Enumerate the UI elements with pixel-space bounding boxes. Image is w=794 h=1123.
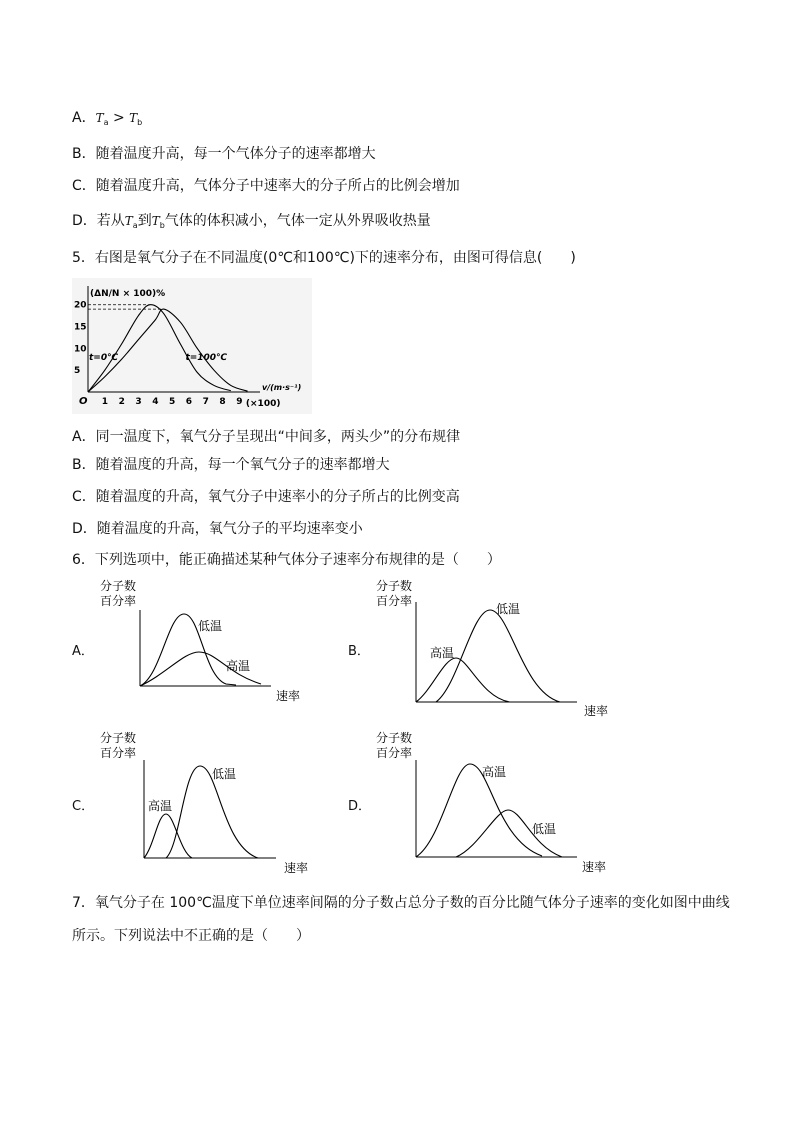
q4-option-a-sub-b: b <box>137 118 143 127</box>
q4-option-d-post: 气体的体积减小，气体一定从外界吸收热量 <box>164 213 431 229</box>
graph-b-low-label: 低温 <box>496 602 521 616</box>
q5-x-axis-label: v/(m·s⁻¹) <box>262 383 302 392</box>
q5-x-tick-label: 2 <box>118 397 125 407</box>
q5-label-100c: t=100℃ <box>185 353 227 364</box>
q4-option-a-sub-a: a <box>103 118 109 127</box>
graph-a-ylabel-1: 分子数 <box>100 579 137 593</box>
graph-d-xlabel: 速率 <box>582 860 607 874</box>
graph-b-low-curve <box>436 610 560 702</box>
q4-option-d-sub-b: b <box>159 221 165 230</box>
q4-option-b: B．随着温度升高，每一个气体分子的速率都增大 <box>72 146 376 162</box>
q5-option-b: B．随着温度的升高，每一个氧气分子的速率都增大 <box>72 457 390 473</box>
graph-a-ylabel-2: 百分率 <box>100 594 137 608</box>
graph-b-ylabel-1: 分子数 <box>376 579 413 593</box>
q5-option-d: D．随着温度的升高，氧气分子的平均速率变小 <box>72 521 363 537</box>
q5-x-tick-label: 3 <box>135 397 142 407</box>
q4-option-a-label: A． <box>72 110 96 126</box>
graph-b-high-label: 高温 <box>430 646 455 660</box>
graph-b-high-curve <box>416 658 510 702</box>
q5-option-a: A．同一温度下，氧气分子呈现出“中间多，两头少”的分布规律 <box>72 429 461 445</box>
q4-option-d-t2: T <box>151 214 160 228</box>
q5-stem: 5．右图是氧气分子在不同温度(0℃和100℃)下的速率分布，由图可得信息( ) <box>72 250 576 266</box>
q7-stem-line-1: 7．氧气分子在 100℃温度下单位速率间隔的分子数占总分子数的百分比随气体分子速率的变化如图中曲线 <box>72 895 730 911</box>
graph-a-xlabel: 速率 <box>276 689 301 703</box>
graph-d-ylabel-2: 百分率 <box>376 746 413 760</box>
graph-b-xlabel: 速率 <box>584 704 609 718</box>
q5-y-tick-label: 15 <box>74 322 87 333</box>
q5-x-tick-label: 5 <box>169 397 176 407</box>
q4-option-a-t: T <box>95 111 104 125</box>
graph-d-high-curve <box>416 764 542 857</box>
q4-option-d-mid: 到 <box>137 213 152 229</box>
graph-a-low-label: 低温 <box>198 619 223 633</box>
q4-option-a-t2: T <box>129 111 138 125</box>
q6-label-c: C． <box>72 799 95 814</box>
graph-c-ylabel-2: 百分率 <box>100 746 137 760</box>
graph-c-ylabel-1: 分子数 <box>100 731 137 745</box>
q5-y-tick-label: 10 <box>74 344 87 355</box>
graph-c-high-label: 高温 <box>148 799 173 813</box>
q5-option-c: C．随着温度的升高，氧气分子中速率小的分子所占的比例变高 <box>72 489 460 505</box>
q4-option-d <box>72 212 431 235</box>
q6-graph-a <box>96 574 316 708</box>
graph-c-xlabel: 速率 <box>284 861 309 875</box>
graph-d-low-label: 低温 <box>532 822 557 836</box>
q5-origin-label: O <box>79 396 88 407</box>
q5-label-0c: t=0℃ <box>89 353 119 364</box>
q6-label-d: D． <box>348 799 372 814</box>
q6-graph-d <box>372 728 622 878</box>
q5-x-tick-label: 8 <box>219 397 226 407</box>
q4-option-d-t: T <box>124 214 133 228</box>
q5-x-multiplier: (×100) <box>245 399 281 409</box>
graph-d-high-label: 高温 <box>482 765 507 779</box>
q7-stem-line-2: 所示。下列说法中不正确的是（ ） <box>72 928 310 944</box>
q5-y-axis-label: (ΔN/N × 100)% <box>90 289 166 299</box>
q6-stem: 6．下列选项中，能正确描述某种气体分子速率分布规律的是（ ） <box>72 552 501 568</box>
q4-option-a-gt: > <box>108 110 130 126</box>
q4-option-d-pre: D．若从 <box>72 213 125 229</box>
q5-x-tick-label: 6 <box>185 397 193 407</box>
q6-graph-c <box>96 728 326 878</box>
q6-label-a: A． <box>72 644 94 659</box>
q5-speed-distribution-chart <box>72 278 312 414</box>
q4-option-d-sub-a: a <box>132 221 138 230</box>
q6-graph-b <box>372 574 622 722</box>
q6-label-b: B． <box>348 644 370 659</box>
graph-b-ylabel-2: 百分率 <box>376 594 413 608</box>
graph-a-high-label: 高温 <box>226 659 251 673</box>
q5-y-tick-label: 20 <box>74 300 87 311</box>
q5-x-tick-label: 9 <box>236 397 243 407</box>
q5-x-tick-label: 7 <box>202 397 209 407</box>
q4-option-c: C．随着温度升高，气体分子中速率大的分子所占的比例会增加 <box>72 178 460 194</box>
q5-y-tick-label: 5 <box>74 366 81 377</box>
graph-c-high-curve <box>144 814 192 858</box>
q5-x-tick-label: 1 <box>101 397 109 407</box>
graph-c-low-label: 低温 <box>212 767 237 781</box>
q5-x-tick-label: 4 <box>152 397 159 407</box>
q4-option-a <box>72 109 142 132</box>
graph-d-ylabel-1: 分子数 <box>376 731 413 745</box>
